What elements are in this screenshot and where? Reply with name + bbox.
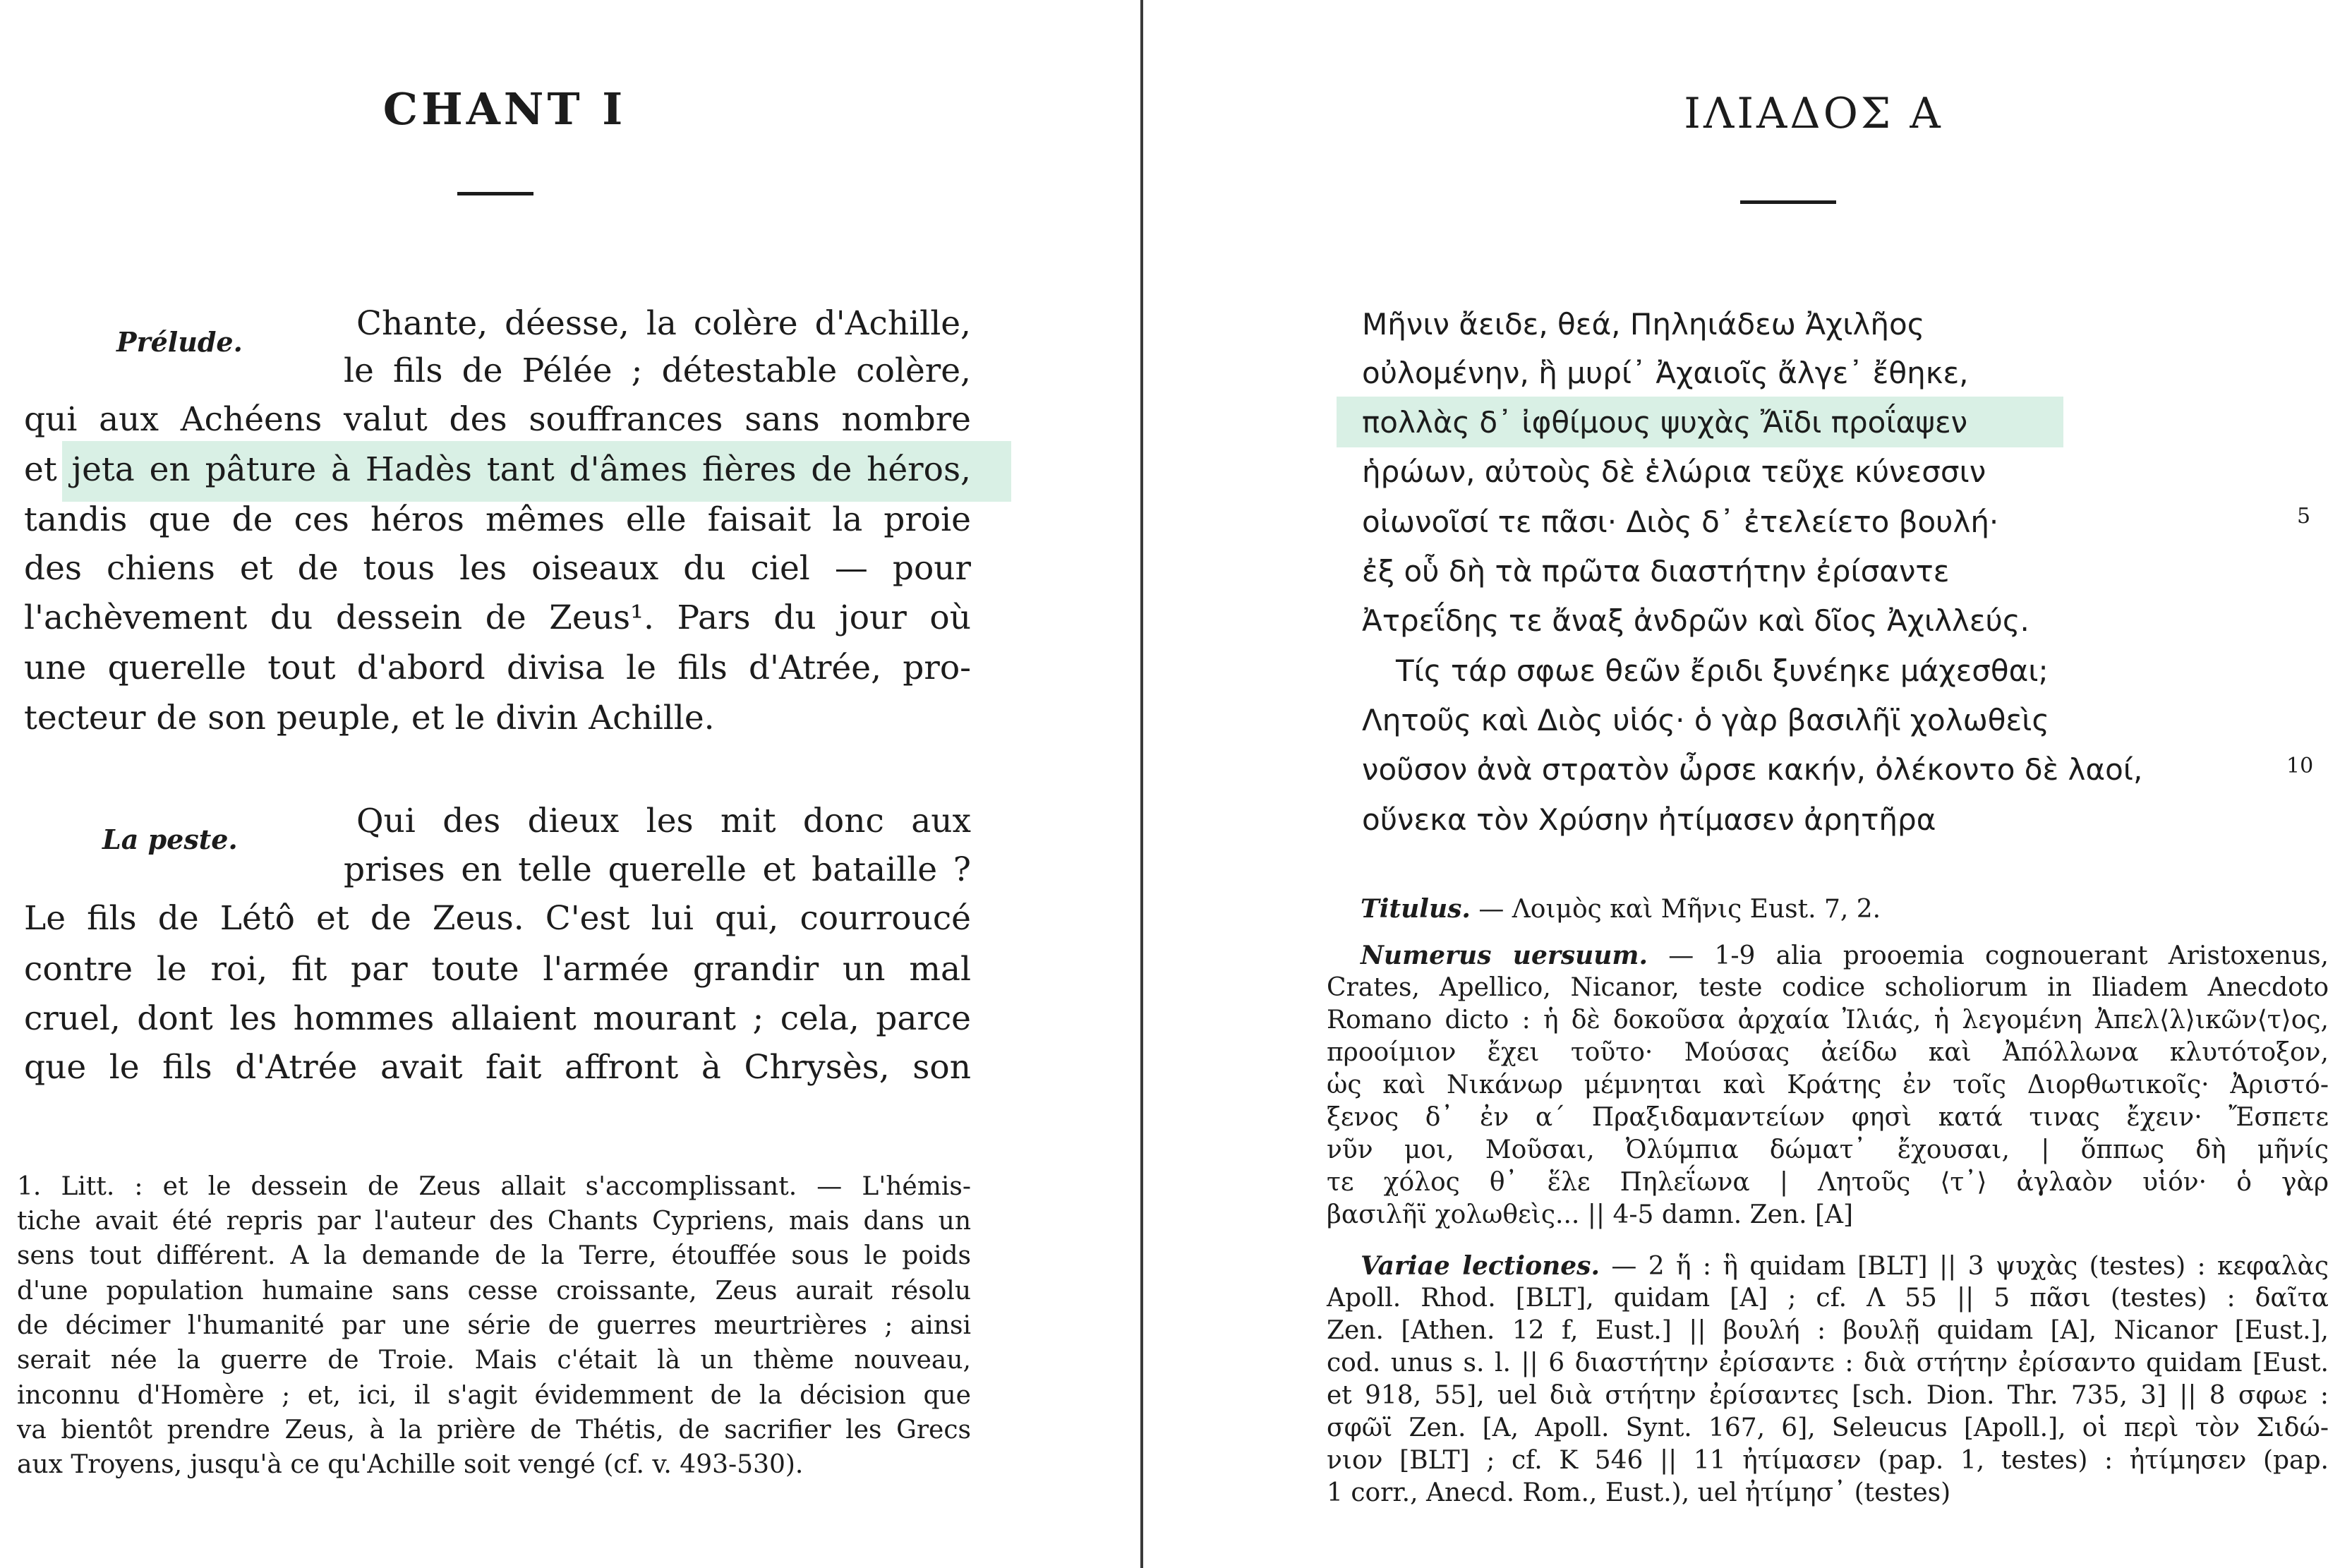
french-line: cruel, dont les hommes allaient mourant ; cela, parce [24, 999, 971, 1038]
footnote-line: tiche avait été repris par l'auteur des Chants Cypriens, mais dans un [17, 1207, 971, 1236]
apparatus-line: νιον [BLT] ; cf. Κ 546 || 11 ἠτίμασεν (pap. 1, testes) : ἠτίμησεν (pap. [1327, 1446, 2329, 1475]
french-line: Le fils de Létô et de Zeus. C'est lui qui, courroucé [24, 899, 971, 938]
apparatus-line: βασιλῆϊ χολωθεὶς... || 4-5 damn. Zen. [A] [1327, 1200, 1854, 1229]
verse-line: οὕνεκα τὸν Χρύσην ἠτίμασεν ἀρητῆρα [1362, 802, 1936, 837]
verse-line: οὐλομένην, ἣ μυρί᾿ Ἀχαιοῖς ἄλγε᾿ ἔθηκε, [1362, 356, 1969, 390]
french-line: qui aux Achéens valut des souffrances sans nombre [24, 400, 971, 439]
apparatus-line: ξενος δ᾿ ἐν α´ Πραξιδαμαντείων φησὶ κατά τινας ἔχειν· Ἔσπετε [1327, 1103, 2329, 1132]
apparatus-line: ὡς καὶ Νικάνωρ μέμνηται καὶ Κράτης ἐν τοῖς Διορθωτικοῖς· Ἀριστό- [1327, 1071, 2329, 1099]
french-line: prises en telle querelle et bataille ? [344, 850, 971, 889]
french-line: l'achèvement du dessein de Zeus¹. Pars du jour où [24, 598, 971, 637]
titulus-label: Titulus. [1361, 894, 1471, 924]
french-line: Chante, déesse, la colère d'Achille, [356, 304, 971, 343]
variae-text: — 2 ἥ : ἣ quidam [BLT] || 3 ψυχὰς (testes) : κεφαλὰς [1599, 1252, 2329, 1281]
verse-line: Μῆνιν ἄειδε, θεά, Πηληιάδεω Ἀχιλῆος [1362, 307, 1925, 342]
line-number: 5 [2297, 504, 2311, 529]
verse-line: ἐξ οὗ δὴ τὰ πρῶτα διαστήτην ἐρίσαντε [1362, 554, 1950, 589]
apparatus-line: σφῶϊ Zen. [A, Apoll. Synt. 167, 6], Seleucus [Apoll.], οἱ περὶ τὸν Σιδώ- [1327, 1413, 2329, 1442]
footnote-line: va bientôt prendre Zeus, à la prière de Thétis, de sacrifier les Grecs [17, 1416, 971, 1445]
apparatus-line: et 918, 55], uel διὰ στήτην ἐρίσαντες [sch. Dion. Thr. 735, 3] || 8 σφωε : [1327, 1381, 2329, 1410]
apparatus-line: τε χόλος θ᾿ ἕλε Πηλεΐωνα | Λητοῦς ⟨τ᾿⟩ ἀγλαὸν υἱόν· ὁ γὰρ [1327, 1168, 2329, 1197]
numerus-text: — 1-9 alia prooemia cognouerant Aristoxenus, [1648, 941, 2329, 970]
french-line: contre le roi, fit par toute l'armée grandir un mal [24, 950, 971, 989]
footnote-line: de décimer l'humanité par une série de guerres meurtrières ; ainsi [17, 1311, 971, 1340]
apparatus-line: 1 corr., Anecd. Rom., Eust.), uel ἠτίμησ᾿ (testes) [1327, 1478, 1951, 1507]
footnote-line: serait née la guerre de Troie. Mais c'était là un thème nouveau, [17, 1346, 971, 1375]
french-line: une querelle tout d'abord divisa le fils d'Atrée, pro- [24, 649, 971, 687]
verse-line: οἰωνοῖσί τε πᾶσι· Διὸς δ᾿ ἐτελείετο βουλή· [1362, 505, 1999, 539]
margin-note-prelude: Prélude. [116, 326, 243, 358]
footnote-line: inconnu d'Homère ; et, ici, il s'agit évidemment de la décision que [17, 1381, 971, 1410]
verse-line: Λητοῦς καὶ Διὸς υἱός· ὁ γὰρ βασιλῆϊ χολωθεὶς [1362, 703, 2050, 737]
apparatus-line: Romano dicto : ἡ δὲ δοκοῦσα ἀρχαία Ἰλιάς, ἡ λεγομένη Ἀπελ⟨λ⟩ικῶν⟨τ⟩ος, [1327, 1006, 2329, 1035]
french-line: tandis que de ces héros mêmes elle faisait la proie [24, 500, 971, 539]
footnote-line: 1. Litt. : et le dessein de Zeus allait s'accomplissant. — L'hémis- [17, 1172, 971, 1201]
french-line: Qui des dieux les mit donc aux [356, 802, 971, 840]
french-line: et jeta en pâture à Hadès tant d'âmes fières de héros, [24, 450, 971, 489]
verse-line: Ἀτρεΐδης τε ἄναξ ἀνδρῶν καὶ δῖος Ἀχιλλεύς. [1362, 603, 2030, 638]
apparatus-line: προοίμιον ἔχει τοῦτο· Μούσας ἀείδω καὶ Ἀπόλλωνα κλυτότοξον, [1327, 1038, 2329, 1067]
page-gutter [1140, 0, 1143, 1568]
numerus-line [1361, 940, 2329, 972]
french-page-title: CHANT I [382, 83, 627, 135]
apparatus-line: Apoll. Rhod. [BLT], quidam [A] ; cf. Λ 55 || 5 πᾶσι (testes) : δαῖτα [1327, 1284, 2329, 1313]
french-line: que le fils d'Atrée avait fait affront à Chrysès, son [24, 1048, 971, 1087]
footnote-line: aux Troyens, jusqu'à ce qu'Achille soit vengé (cf. v. 493-530). [17, 1450, 804, 1479]
margin-note-plague: La peste. [102, 824, 238, 855]
titulus-line [1361, 893, 2329, 925]
french-line: tecteur de son peuple, et le divin Achille. [24, 699, 715, 737]
variae-label: Variae lectiones. [1361, 1251, 1600, 1281]
titulus-text: — Λοιμὸς καὶ Μῆνις Eust. 7, 2. [1470, 895, 1881, 924]
verse-line: ἡρώων, αὐτοὺς δὲ ἑλώρια τεῦχε κύνεσσιν [1362, 454, 1986, 489]
verse-line: πολλὰς δ᾿ ἰφθίμους ψυχὰς Ἄϊδι προΐαψεν [1362, 405, 1968, 440]
apparatus-line: νῦν μοι, Μοῦσαι, Ὀλύμπια δώματ᾿ ἔχουσαι, | ὅππως δὴ μῆνίς [1327, 1135, 2329, 1164]
greek-page-title: ΙΛΙΑΔΟΣ Α [1684, 89, 1943, 138]
line-number: 10 [2286, 754, 2314, 778]
apparatus-line: Zen. [Athen. 12 f, Eust.] || βουλή : βουλῇ quidam [A], Nicanor [Eust.], [1327, 1316, 2329, 1345]
footnote-line: d'une population humaine sans cesse croissante, Zeus aurait résolu [17, 1277, 971, 1305]
variae-line [1361, 1250, 2329, 1282]
footnote-line: sens tout différent. A la demande de la Terre, étouffée sous le poids [17, 1241, 971, 1270]
apparatus-line: Crates, Apellico, Nicanor, teste codice scholiorum in Iliadem Anecdoto [1327, 973, 2329, 1002]
french-line: des chiens et de tous les oiseaux du ciel — pour [24, 549, 971, 588]
verse-line: Τίς τάρ σφωε θεῶν ἔριδι ξυνέηκε μάχεσθαι; [1396, 653, 2049, 688]
verse-line: νοῦσον ἀνὰ στρατὸν ὦρσε κακήν, ὀλέκοντο δὲ λαοί, [1362, 752, 2143, 787]
apparatus-line: cod. unus s. l. || 6 διαστήτην ἐρίσαντε : διὰ στήτην ἐρίσαντο quidam [Eust. [1327, 1349, 2329, 1377]
french-title-rule [457, 192, 533, 195]
greek-title-rule [1740, 200, 1836, 204]
numerus-label: Numerus uersuum. [1361, 941, 1648, 970]
french-line: le fils de Pélée ; détestable colère, [344, 351, 971, 390]
